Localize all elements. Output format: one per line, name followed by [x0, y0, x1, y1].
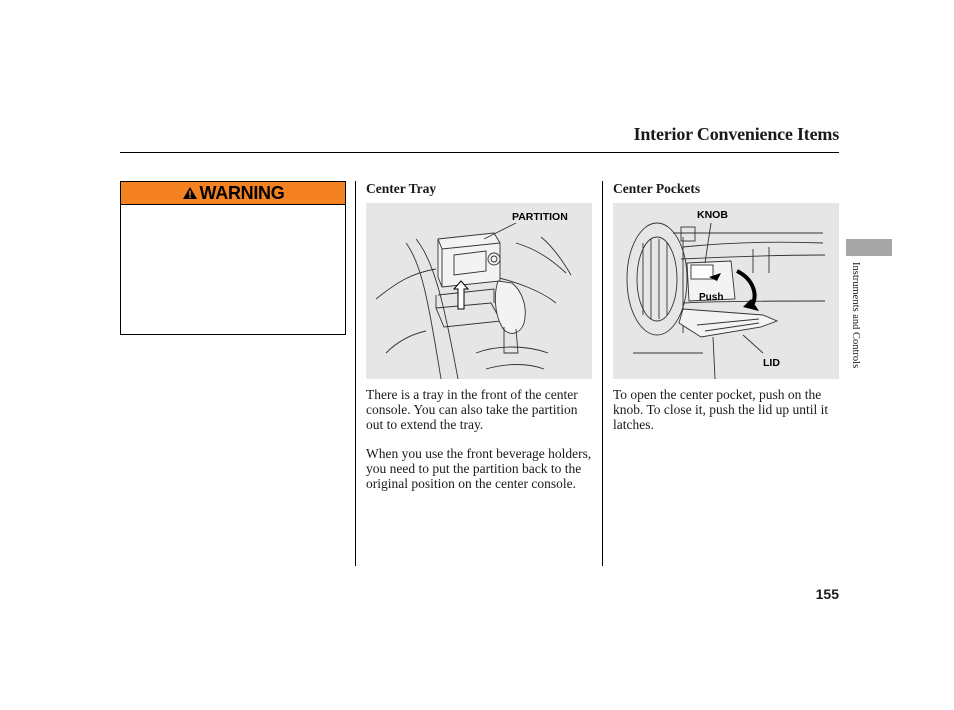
center-pockets-heading: Center Pockets	[613, 181, 701, 196]
title-rule	[120, 152, 839, 153]
warning-header	[121, 182, 345, 205]
knob-callout: KNOB	[697, 209, 728, 221]
center-tray-drawing	[366, 203, 592, 379]
partition-callout: PARTITION	[512, 211, 568, 223]
page-title: Interior Convenience Items	[633, 124, 839, 144]
center-pockets-text	[613, 387, 841, 432]
push-callout: Push	[699, 292, 724, 303]
center-pockets-drawing	[613, 203, 839, 379]
lid-callout: LID	[763, 357, 780, 369]
section-tab-label: Instruments and Controls	[850, 262, 861, 369]
warning-label: WARNING	[199, 182, 285, 203]
center-tray-illustration	[366, 203, 592, 379]
column-divider-right	[602, 181, 603, 566]
center-tray-text	[366, 387, 594, 491]
section-tab	[846, 239, 892, 256]
center-pockets-illustration	[613, 203, 839, 379]
center-tray-heading: Center Tray	[366, 181, 437, 196]
column-divider-left	[355, 181, 356, 566]
warning-box	[120, 181, 346, 335]
warning-triangle-icon	[182, 186, 198, 200]
page-number: 155	[815, 586, 839, 602]
center-tray-paragraph: When you use the front beverage holders, you need to put the partition back to the original position on the center console.	[366, 446, 592, 491]
center-pockets-paragraph: To open the center pocket, push on the knob. To close it, push the lid up until it latches.	[613, 387, 829, 432]
center-tray-paragraph: There is a tray in the front of the center console. You can also take the partition out to extend the tray.	[366, 387, 578, 432]
